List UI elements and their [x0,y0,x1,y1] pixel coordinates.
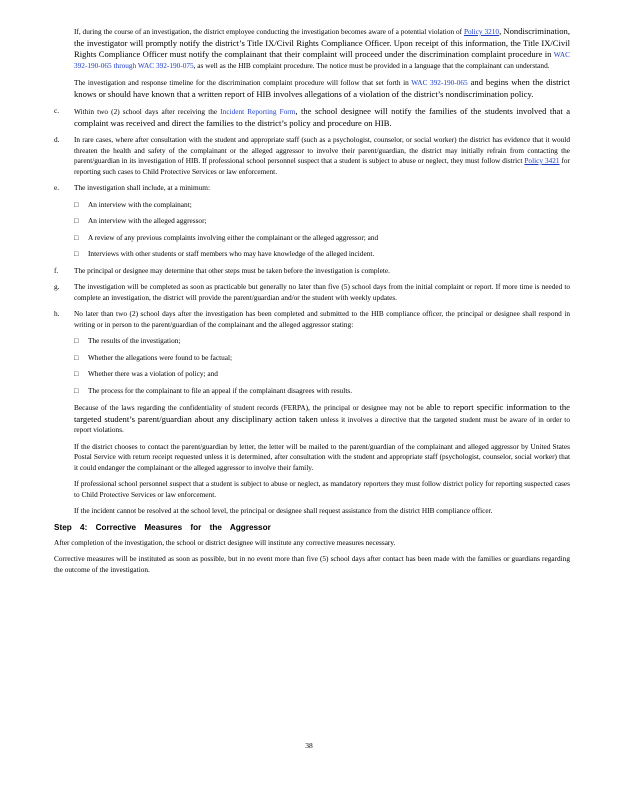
text: , the school designee will notify the families of the students involved that a complaint was received and direct the families to the district’s policy and procedure on HIB. [74,106,571,128]
document-page [54,26,570,581]
list-item-text: A review of any previous complaints involving either the complainant or the alleged aggressor; and [88,232,379,242]
list-item-text: Whether the allegations were found to be factual; [88,352,233,362]
list-item [74,353,570,364]
checkbox-bullet-icon: □ [74,216,79,225]
item-text: No later than two (2) school days after the investigation has been completed and submitted to the HIB compliance officer, the principal or designee shall respond in writing or in person to the parent/guardian of the complainant and the alleged aggressor stating: [74,309,570,329]
list-item-text: An interview with the complainant; [88,199,192,209]
item-d [54,135,570,177]
list-item [74,216,570,227]
policy-3421-link[interactable]: Policy 3421 [524,156,560,165]
text: If, during the course of an investigation, the district employee conducting the investigation becomes aware of a potential violation of [74,27,464,36]
list-item [74,386,570,397]
checkbox-bullet-icon: □ [74,199,79,209]
page-number: 38 [305,741,313,750]
checkbox-bullet-icon: □ [74,249,79,258]
text: for reporting such cases to Child Protective Services or law enforcement. [74,156,570,176]
item-g [54,282,570,303]
text: Within two (2) school days after receiving the [74,107,221,116]
list-item-text: Whether there was a violation of policy; and [88,369,218,378]
item-label: f. [54,265,59,275]
title-ix-paragraph [74,26,570,71]
text: In rare cases, where after consultation with the student and appropriate staff (such as a psychologist, counselor, or social worker) the district has evidence that it would threaten the health and safety of the complainant or the alleged aggressor to involve their parent/guardian, the district may initially refrain from contacting the parent/guardian in its investigation of HIB. If professional school personnel suspect that a student is subject to abuse or neglect, they must follow district [74,135,570,165]
item-text: The principal or designee may determine that other steps must be taken before the investigation is complete. [74,265,390,275]
item-label: e. [54,183,60,192]
wac-065-link[interactable]: WAC 392-190-065 [411,78,468,87]
list-item-text: An interview with the alleged aggressor; [88,216,207,225]
text: , as well as the HIB complaint procedure. The notice must be provided in a language that the complainant can understand. [193,60,550,70]
after-completion-paragraph: After completion of the investigation, the school or district designee will institute any corrective measures necessary. [54,537,396,547]
list-item [74,233,570,244]
checkbox-bullet-icon: □ [74,369,79,378]
item-e [54,183,570,194]
item-h [54,309,570,330]
list-item [74,369,570,380]
checkbox-bullet-icon: □ [74,385,79,395]
list-item-text: The process for the complainant to file an appeal if the complainant disagrees with results. [88,385,353,395]
abuse-paragraph: If professional school personnel suspect that a student is subject to abuse or neglect, as mandatory reporters they must follow district policy for reporting suspected cases to Child Protective Services or law enforcement. [74,479,570,499]
wac-range-link[interactable]: WAC 392-190-065 through WAC 392-190-075 [74,50,570,70]
text: , Nondiscrimination, the investigator will promptly notify the district’s Title IX/Civil Rights Compliance Officer. Upon receipt of this information, the Title IX/Civil Rights Compliance Officer must notify the complainant that their complaint will proceed under the discrimination complaint procedure in [74,26,570,59]
checkbox-bullet-icon: □ [74,352,79,362]
letter-paragraph: If the district chooses to contact the parent/guardian by letter, the letter will be mailed to the parent/guardian of the complainant and alleged aggressor by United States Postal Service with return receipt requested unless it is determined, after consultation with the student and appropriate staff (psychologist, counselor, social worker) that it could endanger the complainant or the alleged aggressor to involve their family. [74,441,570,472]
text: able to report specific information to the targeted student’s parent/guardian about any disciplinary action taken [74,402,570,424]
timeline-paragraph [74,77,570,100]
text: The investigation and response timeline for the discrimination complaint procedure will follow that set forth in [74,78,412,87]
checkbox-bullet-icon: □ [74,232,79,242]
corrective-measures-paragraph: Corrective measures will be instituted as soon as possible, but in no event more than five (5) school days after contact has been made with the families or guardians regarding the outcome of the investigation. [54,554,570,574]
item-label: d. [54,135,60,144]
item-label: g. [54,282,60,291]
incident-reporting-form-link[interactable]: Incident Reporting Form [220,107,296,116]
item-text: The investigation will be completed as soon as practicable but generally no later than five (5) school days from the initial complaint or report. If more time is needed to complete an investigation, the district will provide the parent/guardian and/or the student with weekly updates. [74,282,570,302]
checkbox-bullet-icon: □ [74,336,79,345]
ferpa-paragraph [74,402,570,436]
resolve-paragraph: If the incident cannot be resolved at the school level, the principal or designee shall request assistance from the district HIB compliance officer. [74,506,493,515]
text: Because of the laws regarding the confidentiality of student records (FERPA), the principal or designee may not be [74,403,427,412]
item-f [54,266,570,277]
item-text: The investigation shall include, at a minimum: [74,183,210,192]
list-item [74,336,570,347]
list-item-text: Interviews with other students or staff members who may have knowledge of the alleged incident. [88,249,375,258]
step-4-heading: Step 4: Corrective Measures for the Aggressor [54,522,271,532]
text: and begins when the district knows or should have known that a written report of HIB involves allegations of a violation of the district’s nondiscrimination policy. [74,77,570,99]
policy-3210-link[interactable]: Policy 3210 [463,27,500,36]
list-item [74,249,570,260]
item-label: h. [54,309,60,318]
text: unless it involves a directive that the targeted student must be aware of in order to report violations. [74,414,570,434]
list-item [74,200,570,211]
item-c [54,106,570,129]
list-item-text: The results of the investigation; [88,336,181,345]
item-label: c. [54,106,60,115]
